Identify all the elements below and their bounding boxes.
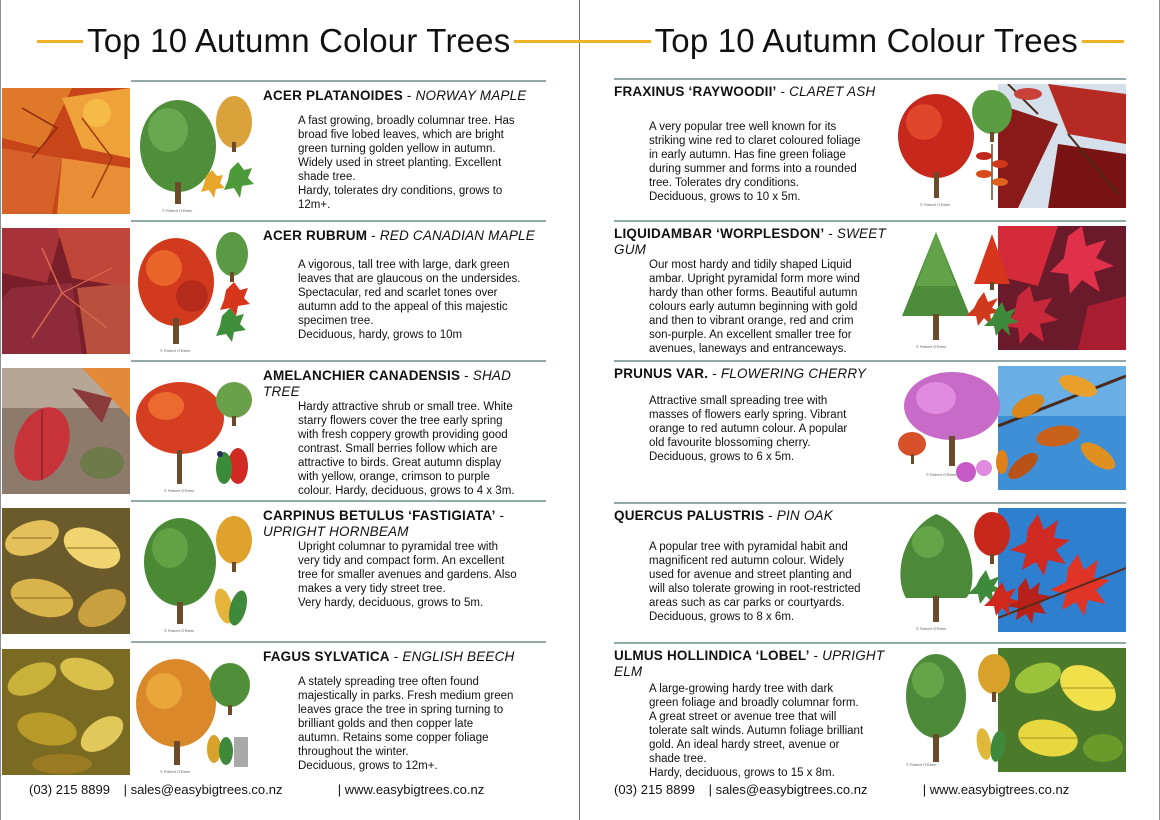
latin-name: AMELANCHIER CANADENSIS: [263, 368, 461, 383]
desc-line: A vigorous, tall tree with large, dark green: [298, 259, 510, 271]
tree-heading: [263, 228, 548, 244]
desc-line: 12m+.: [298, 199, 331, 211]
svg-text:© Robert O'Brien: © Robert O'Brien: [916, 626, 947, 631]
tree-heading: [614, 366, 904, 382]
tree-illustration: [134, 651, 256, 777]
tree-entry-prunus: [614, 360, 1126, 500]
divider: [614, 220, 1126, 222]
desc-line: shade tree.: [298, 171, 356, 183]
latin-name: CARPINUS BETULUS ‘FASTIGIATA’: [263, 508, 496, 523]
desc-line: Hardy attractive shrub or small tree. White: [298, 401, 513, 413]
tree-description: [298, 114, 548, 212]
leaf-photo: [2, 508, 130, 634]
desc-line: Attractive small spreading tree with: [649, 395, 828, 407]
tree-heading: [263, 88, 548, 104]
name-separator: -: [402, 88, 416, 103]
svg-text:© Robert O'Brien: © Robert O'Brien: [162, 208, 193, 213]
desc-line: colour. Hardy, deciduous, grows to 4 x 3m.: [298, 485, 515, 497]
divider: [131, 360, 546, 362]
website-url: | www.easybigtrees.co.nz: [337, 782, 485, 797]
tree-entry-fraxinus-raywoodii: [614, 78, 1126, 218]
desc-line: A popular tree with pyramidal habit and: [649, 541, 848, 553]
tree-heading: [263, 368, 548, 400]
desc-line: Hardy, tolerates dry conditions, grows to: [298, 185, 503, 197]
tree-illustration: [134, 90, 256, 216]
desc-line: shade tree.: [649, 753, 707, 765]
desc-line: Hardy, deciduous, grows to 15 x 8m.: [649, 767, 835, 779]
common-name: SHAD TREE: [263, 368, 512, 399]
desc-line: striking wine red to claret coloured foliage: [649, 135, 861, 147]
desc-line: leaves grace the tree in spring turning to: [298, 704, 504, 716]
page-title: Top 10 Autumn Colour Trees: [654, 22, 1078, 59]
desc-line: A large-growing hardy tree with dark: [649, 683, 834, 695]
desc-line: Deciduous, grows to 12m+.: [298, 760, 438, 772]
desc-line: used for avenue and street planting and: [649, 569, 852, 581]
tree-illustration: [134, 510, 256, 636]
desc-line: orange to red autumn colour. A popular: [649, 423, 848, 435]
desc-line: with yellow, orange, crimson to purple: [298, 471, 490, 483]
tree-description: [649, 540, 889, 624]
tree-entry-acer-platanoides: [1, 80, 546, 220]
desc-line: masses of flowers early spring. Vibrant: [649, 409, 847, 421]
latin-name: ACER RUBRUM: [263, 228, 368, 243]
desc-line: very tidy and compact form. An excellent: [298, 555, 505, 567]
common-name: CLARET ASH: [789, 84, 876, 99]
svg-text:© Robert O'Brien: © Robert O'Brien: [906, 762, 937, 767]
desc-line: specimen tree.: [298, 315, 374, 327]
phone-number: (03) 215 8899: [29, 782, 110, 797]
latin-name: FAGUS SYLVATICA: [263, 649, 390, 664]
desc-line: hardy than other forms. Beautiful autumn: [649, 287, 858, 299]
gold-line: [37, 40, 83, 43]
name-separator: -: [809, 648, 823, 663]
tree-heading: [263, 508, 548, 540]
desc-line: green foliage and broadly columnar form.: [649, 697, 859, 709]
desc-line: will also tolerate growing in root-restricted: [649, 583, 861, 595]
desc-line: during summer and forms into a rounded: [649, 163, 857, 175]
latin-name: ACER PLATANOIDES: [263, 88, 403, 103]
email-address: | sales@easybigtrees.co.nz: [708, 782, 868, 797]
desc-line: contrast. Small berries follow which are: [298, 443, 498, 455]
tree-illustration: [896, 508, 1018, 634]
desc-line: A very popular tree well known for its: [649, 121, 837, 133]
desc-line: avenues, laneways and entranceways.: [649, 343, 847, 355]
email-address: | sales@easybigtrees.co.nz: [123, 782, 283, 797]
svg-text:© Robert O'Brien: © Robert O'Brien: [164, 628, 195, 633]
desc-line: broad five lobed leaves, which are bright: [298, 129, 504, 141]
desc-line: leaves that are glaucous on the undersides.: [298, 273, 521, 285]
page-title: Top 10 Autumn Colour Trees: [87, 22, 511, 59]
desc-line: with fresh coppery growth providing good: [298, 429, 508, 441]
desc-line: autumn add to the appeal of this majestic: [298, 301, 508, 313]
tree-heading: [614, 84, 904, 100]
svg-text:© Robert O'Brien: © Robert O'Brien: [926, 472, 957, 477]
desc-line: brilliant golds and then copper late: [298, 718, 474, 730]
tree-entry-acer-rubrum: [1, 220, 546, 360]
name-separator: -: [824, 226, 837, 241]
svg-text:© Robert O'Brien: © Robert O'Brien: [920, 202, 951, 207]
desc-line: and then to vibrant orange, red and crim: [649, 315, 854, 327]
name-separator: -: [367, 228, 380, 243]
svg-text:© Robert O'Brien: © Robert O'Brien: [916, 344, 947, 349]
desc-line: A stately spreading tree often found: [298, 676, 479, 688]
name-separator: -: [708, 366, 721, 381]
tree-entry-carpinus-betulus: [1, 500, 546, 640]
tree-entry-amelanchier-canadensis: [1, 360, 546, 500]
tree-entry-fagus-sylvatica: [1, 641, 546, 781]
tree-heading: [614, 648, 904, 680]
leaf-photo: [2, 228, 130, 354]
leaf-photo: [2, 649, 130, 775]
divider: [131, 80, 546, 82]
desc-line: Deciduous, grows to 8 x 6m.: [649, 611, 795, 623]
common-name: ENGLISH BEECH: [402, 649, 515, 664]
tree-illustration: [896, 366, 1018, 492]
divider: [131, 641, 546, 643]
desc-line: ambar. Upright pyramidal form more wind: [649, 273, 860, 285]
tree-description: [298, 675, 548, 773]
tree-description: [298, 258, 548, 342]
desc-line: tree. Tolerates dry conditions.: [649, 177, 800, 189]
desc-line: makes a very tidy street tree.: [298, 583, 446, 595]
common-name: SWEET GUM: [614, 226, 886, 257]
left-title-row: [37, 12, 581, 70]
desc-line: A great street or avenue tree that will: [649, 711, 837, 723]
desc-line: old favourite blossoming cherry.: [649, 437, 811, 449]
name-separator: -: [776, 84, 790, 99]
desc-line: throughout the winter.: [298, 746, 409, 758]
desc-line: majestically in parks. Fresh medium green: [298, 690, 514, 702]
desc-line: green turning golden yellow in autumn.: [298, 143, 496, 155]
tree-description: [649, 682, 889, 780]
name-separator: -: [389, 649, 403, 664]
name-separator: -: [460, 368, 473, 383]
desc-line: Deciduous, hardy, grows to 10m: [298, 329, 463, 341]
desc-line: in early autumn. Has fine green foliage: [649, 149, 846, 161]
phone-number: (03) 215 8899: [614, 782, 695, 797]
divider: [131, 220, 546, 222]
desc-line: autumn. Retains some copper foliage: [298, 732, 489, 744]
contact-footer: [614, 782, 1069, 797]
svg-text:© Robert O'Brien: © Robert O'Brien: [160, 769, 191, 774]
common-name: FLOWERING CHERRY: [720, 366, 867, 381]
common-name: UPRIGHT HORNBEAM: [263, 524, 409, 539]
divider: [131, 500, 546, 502]
desc-line: Spectacular, red and scarlet tones over: [298, 287, 498, 299]
svg-text:© Robert O'Brien: © Robert O'Brien: [164, 488, 195, 493]
tree-description: [649, 394, 889, 464]
divider: [614, 78, 1126, 80]
divider: [614, 360, 1126, 362]
desc-line: Our most hardy and tidily shaped Liquid: [649, 259, 852, 271]
desc-line: A fast growing, broadly columnar tree. Has: [298, 115, 515, 127]
tree-illustration: [896, 648, 1018, 774]
desc-line: Deciduous, grows to 6 x 5m.: [649, 451, 795, 463]
latin-name: QUERCUS PALUSTRIS: [614, 508, 765, 523]
divider: [614, 502, 1126, 504]
latin-name: PRUNUS VAR.: [614, 366, 709, 381]
tree-entry-liquidambar-worplesdon: [614, 220, 1126, 360]
desc-line: Widely used in street planting. Excellent: [298, 157, 502, 169]
gold-line: [1082, 40, 1124, 43]
desc-line: Upright columnar to pyramidal tree with: [298, 541, 499, 553]
leaf-photo: [2, 368, 130, 494]
desc-line: areas such as car parks or courtyards.: [649, 597, 845, 609]
common-name: RED CANADIAN MAPLE: [379, 228, 535, 243]
desc-line: gold. An ideal hardy street, avenue or: [649, 739, 840, 751]
common-name: UPRIGHT ELM: [614, 648, 885, 679]
latin-name: ULMUS HOLLINDICA ‘LOBEL’: [614, 648, 810, 663]
tree-entry-quercus-palustris: [614, 502, 1126, 642]
divider: [614, 642, 1126, 644]
tree-illustration: [134, 370, 256, 496]
desc-line: magnificent red autumn colour. Widely: [649, 555, 844, 567]
desc-line: attractive to birds. Great autumn display: [298, 457, 502, 469]
leaf-photo: [2, 88, 130, 214]
tree-illustration: [896, 84, 1018, 210]
name-separator: -: [495, 508, 505, 523]
common-name: PIN OAK: [776, 508, 833, 523]
common-name: NORWAY MAPLE: [415, 88, 527, 103]
gold-line: [514, 40, 581, 43]
tree-entry-ulmus-hollindica: [614, 642, 1126, 782]
tree-heading: [263, 649, 548, 665]
desc-line: starry flowers cover the tree early spring: [298, 415, 503, 427]
tree-description: [298, 400, 548, 498]
right-title-row: [580, 12, 1124, 70]
tree-heading: [614, 508, 904, 524]
desc-line: colours early autumn beginning with gold: [649, 301, 858, 313]
name-separator: -: [764, 508, 777, 523]
tree-description: [649, 258, 889, 356]
right-page: [580, 0, 1160, 820]
latin-name: FRAXINUS ‘RAYWOODII’: [614, 84, 777, 99]
contact-footer: [29, 782, 484, 797]
tree-heading: [614, 226, 904, 258]
tree-description: [298, 540, 548, 610]
tree-description: [649, 120, 889, 204]
desc-line: Very hardy, deciduous, grows to 5m.: [298, 597, 484, 609]
gold-line: [580, 40, 651, 43]
desc-line: son-purple. An excellent smaller tree for: [649, 329, 852, 341]
tree-illustration: [896, 226, 1018, 352]
website-url: | www.easybigtrees.co.nz: [922, 782, 1070, 797]
desc-line: tree for smaller avenues and gardens. Also: [298, 569, 517, 581]
desc-line: Deciduous, grows to 10 x 5m.: [649, 191, 801, 203]
latin-name: LIQUIDAMBAR ‘WORPLESDON’: [614, 226, 825, 241]
svg-text:© Robert O'Brien: © Robert O'Brien: [160, 348, 191, 353]
tree-illustration: [134, 230, 256, 356]
desc-line: tolerate salt winds. Autumn foliage brilliant: [649, 725, 864, 737]
